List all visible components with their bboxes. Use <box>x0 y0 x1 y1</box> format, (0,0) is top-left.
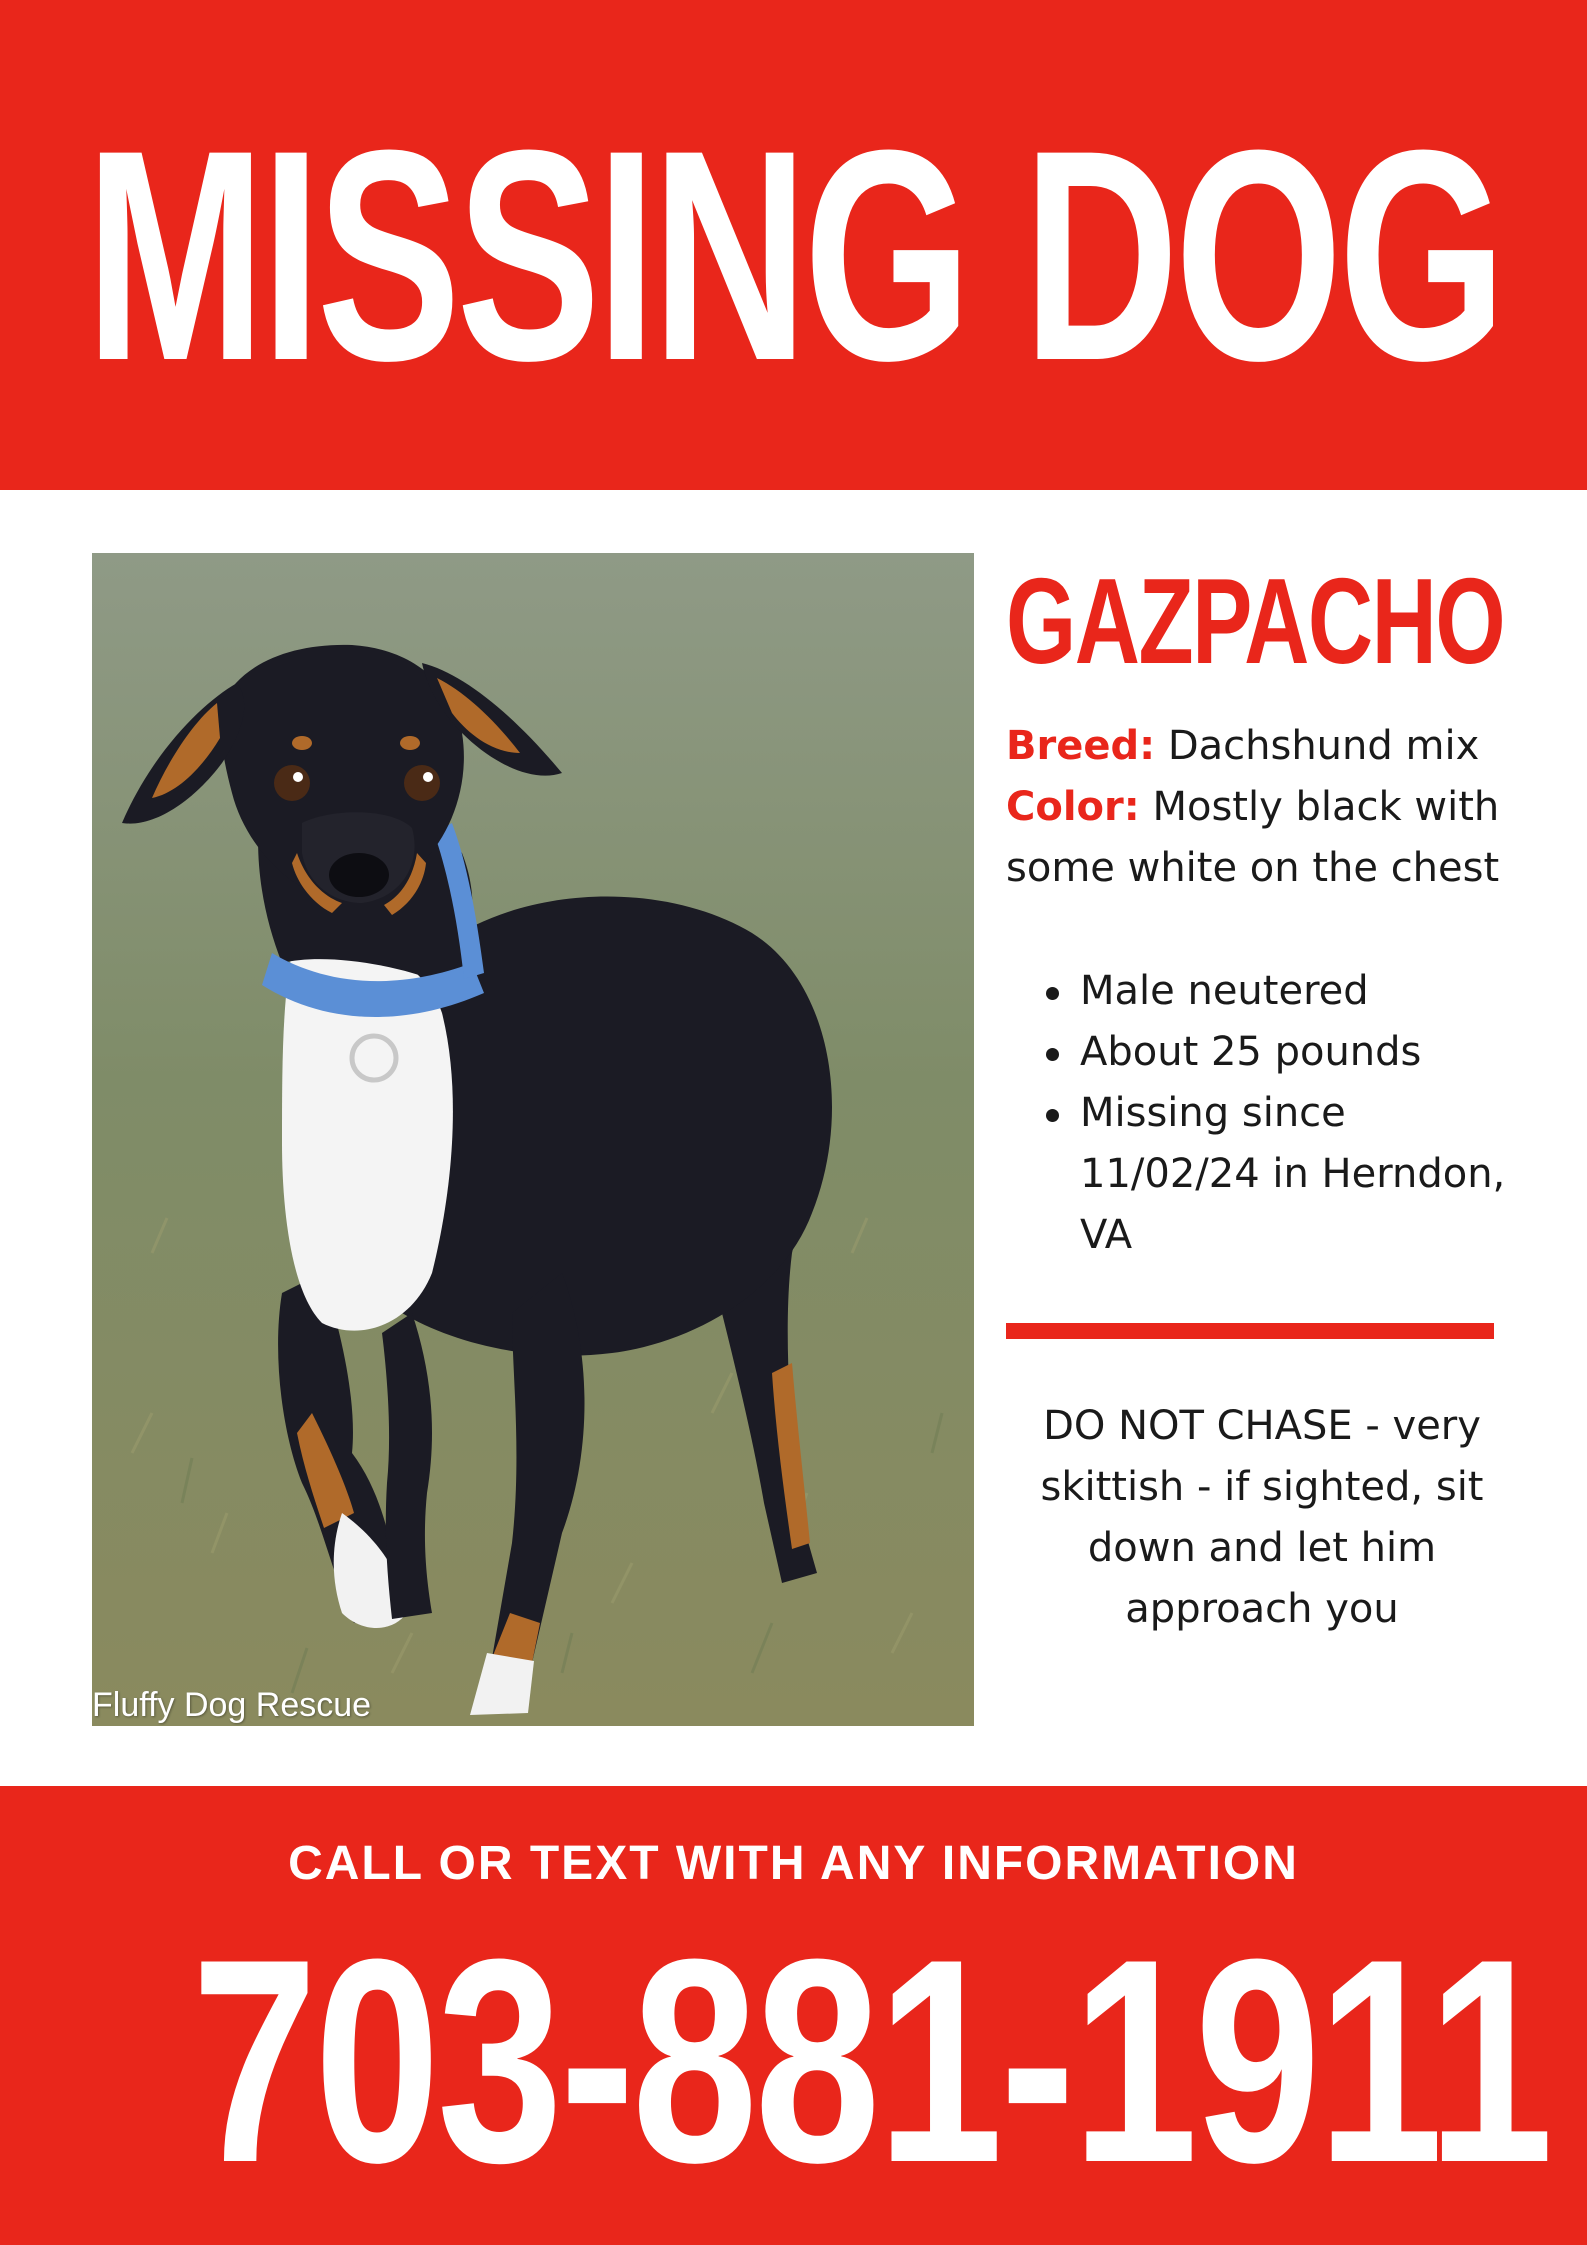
warning-text: DO NOT CHASE - very skittish - if sighted, sit down and let him approach you <box>1040 1403 1484 1632</box>
breed-value: Dachshund mix <box>1167 723 1480 769</box>
color-line <box>1006 777 1526 899</box>
header-banner <box>0 0 1587 490</box>
phone-number: 703-881-1911 <box>191 1899 1551 2223</box>
dog-details <box>1006 553 1526 1266</box>
color-value: Mostly black with some white on the chest <box>1006 784 1500 891</box>
headline: MISSING DOG <box>85 87 1502 423</box>
footer-banner <box>0 1786 1587 2245</box>
color-label: Color: <box>1006 784 1140 830</box>
dog-photo <box>92 553 974 1726</box>
dog-name: GAZPACHO <box>1006 553 1505 689</box>
breed-line <box>1006 716 1526 777</box>
dog-illustration <box>92 553 974 1726</box>
section-divider <box>1006 1323 1494 1339</box>
call-to-action: CALL OR TEXT WITH ANY INFORMATION <box>288 1837 1299 1890</box>
fact-item: Missing since 11/02/24 in Herndon, VA <box>1080 1083 1526 1266</box>
photo-credit: Fluffy Dog Rescue <box>92 1686 372 1724</box>
fact-item: Male neutered <box>1080 961 1526 1022</box>
breed-label: Breed: <box>1006 723 1156 769</box>
fact-item: About 25 pounds <box>1080 1022 1526 1083</box>
phone-number-block <box>0 1899 1587 2223</box>
facts-list <box>1006 961 1526 1266</box>
